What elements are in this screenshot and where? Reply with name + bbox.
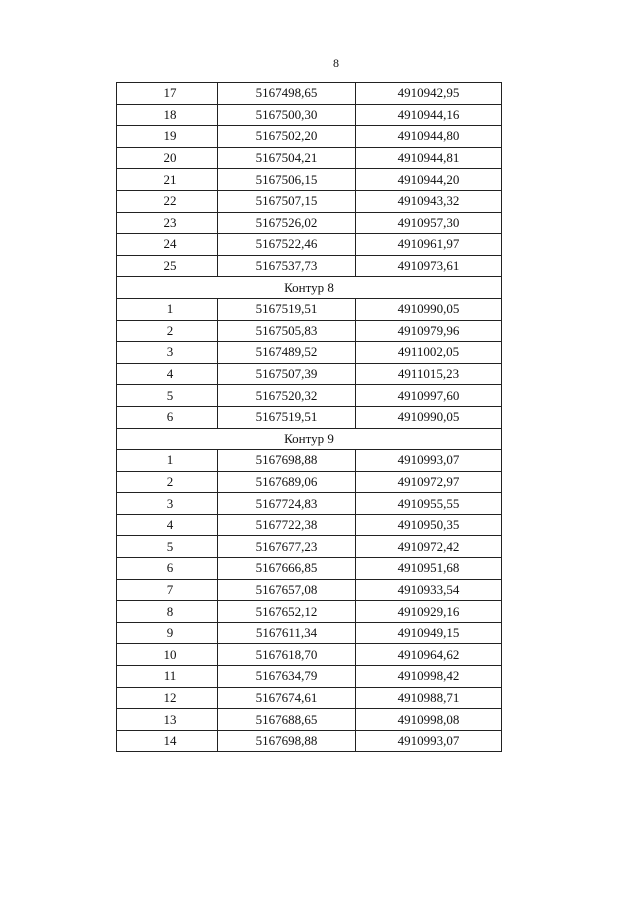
point-number-cell: 4 — [117, 363, 218, 385]
table-row — [117, 147, 502, 169]
x-coordinate-cell: 5167537,73 — [218, 255, 356, 277]
point-number-cell: 23 — [117, 212, 218, 234]
x-coordinate-cell: 5167507,15 — [218, 190, 356, 212]
x-coordinate-cell: 5167698,88 — [218, 450, 356, 472]
table-row — [117, 730, 502, 752]
x-coordinate-cell: 5167520,32 — [218, 385, 356, 407]
point-number-cell: 7 — [117, 579, 218, 601]
table-row — [117, 666, 502, 688]
point-number-cell: 4 — [117, 514, 218, 536]
y-coordinate-cell: 4910988,71 — [356, 687, 502, 709]
table-row — [117, 255, 502, 277]
x-coordinate-cell: 5167611,34 — [218, 622, 356, 644]
table-row — [117, 709, 502, 731]
y-coordinate-cell: 4910951,68 — [356, 558, 502, 580]
table-row — [117, 558, 502, 580]
point-number-cell: 22 — [117, 190, 218, 212]
y-coordinate-cell: 4910933,54 — [356, 579, 502, 601]
x-coordinate-cell: 5167498,65 — [218, 83, 356, 105]
point-number-cell: 20 — [117, 147, 218, 169]
table-row — [117, 644, 502, 666]
y-coordinate-cell: 4910944,80 — [356, 126, 502, 148]
x-coordinate-cell: 5167526,02 — [218, 212, 356, 234]
point-number-cell: 2 — [117, 320, 218, 342]
table-row — [117, 601, 502, 623]
x-coordinate-cell: 5167724,83 — [218, 493, 356, 515]
x-coordinate-cell: 5167722,38 — [218, 514, 356, 536]
point-number-cell: 1 — [117, 450, 218, 472]
y-coordinate-cell: 4910943,32 — [356, 190, 502, 212]
section-heading-row — [117, 277, 502, 299]
table-row — [117, 212, 502, 234]
y-coordinate-cell: 4910942,95 — [356, 83, 502, 105]
coordinates-table-body — [117, 83, 502, 752]
table-row — [117, 450, 502, 472]
x-coordinate-cell: 5167634,79 — [218, 666, 356, 688]
table-row — [117, 471, 502, 493]
x-coordinate-cell: 5167652,12 — [218, 601, 356, 623]
point-number-cell: 6 — [117, 558, 218, 580]
x-coordinate-cell: 5167522,46 — [218, 234, 356, 256]
point-number-cell: 6 — [117, 406, 218, 428]
point-number-cell: 3 — [117, 342, 218, 364]
table-row — [117, 385, 502, 407]
section-heading: Контур 8 — [117, 277, 502, 299]
table-row — [117, 536, 502, 558]
y-coordinate-cell: 4910998,08 — [356, 709, 502, 731]
table-row — [117, 190, 502, 212]
y-coordinate-cell: 4910957,30 — [356, 212, 502, 234]
coordinates-table — [116, 82, 502, 752]
point-number-cell: 3 — [117, 493, 218, 515]
point-number-cell: 17 — [117, 83, 218, 105]
y-coordinate-cell: 4910993,07 — [356, 730, 502, 752]
y-coordinate-cell: 4910973,61 — [356, 255, 502, 277]
point-number-cell: 14 — [117, 730, 218, 752]
point-number-cell: 13 — [117, 709, 218, 731]
table-row — [117, 126, 502, 148]
table-row — [117, 320, 502, 342]
point-number-cell: 5 — [117, 385, 218, 407]
point-number-cell: 18 — [117, 104, 218, 126]
x-coordinate-cell: 5167519,51 — [218, 406, 356, 428]
table-row — [117, 298, 502, 320]
point-number-cell: 24 — [117, 234, 218, 256]
section-heading: Контур 9 — [117, 428, 502, 450]
x-coordinate-cell: 5167507,39 — [218, 363, 356, 385]
table-row — [117, 579, 502, 601]
y-coordinate-cell: 4910944,20 — [356, 169, 502, 191]
table-row — [117, 406, 502, 428]
point-number-cell: 19 — [117, 126, 218, 148]
x-coordinate-cell: 5167698,88 — [218, 730, 356, 752]
table-row — [117, 169, 502, 191]
y-coordinate-cell: 4910964,62 — [356, 644, 502, 666]
table-row — [117, 363, 502, 385]
x-coordinate-cell: 5167677,23 — [218, 536, 356, 558]
table-row — [117, 493, 502, 515]
y-coordinate-cell: 4910979,96 — [356, 320, 502, 342]
x-coordinate-cell: 5167688,65 — [218, 709, 356, 731]
x-coordinate-cell: 5167657,08 — [218, 579, 356, 601]
x-coordinate-cell: 5167674,61 — [218, 687, 356, 709]
table-row — [117, 514, 502, 536]
table-row — [117, 104, 502, 126]
y-coordinate-cell: 4910993,07 — [356, 450, 502, 472]
table-row — [117, 622, 502, 644]
table-row — [117, 687, 502, 709]
table-row — [117, 342, 502, 364]
y-coordinate-cell: 4910950,35 — [356, 514, 502, 536]
page-number: 8 — [333, 56, 339, 70]
y-coordinate-cell: 4910929,16 — [356, 601, 502, 623]
x-coordinate-cell: 5167618,70 — [218, 644, 356, 666]
table-row — [117, 234, 502, 256]
y-coordinate-cell: 4910961,97 — [356, 234, 502, 256]
x-coordinate-cell: 5167504,21 — [218, 147, 356, 169]
y-coordinate-cell: 4910990,05 — [356, 298, 502, 320]
x-coordinate-cell: 5167506,15 — [218, 169, 356, 191]
section-heading-row — [117, 428, 502, 450]
table-row — [117, 83, 502, 105]
x-coordinate-cell: 5167666,85 — [218, 558, 356, 580]
y-coordinate-cell: 4910949,15 — [356, 622, 502, 644]
point-number-cell: 25 — [117, 255, 218, 277]
y-coordinate-cell: 4911015,23 — [356, 363, 502, 385]
y-coordinate-cell: 4910990,05 — [356, 406, 502, 428]
y-coordinate-cell: 4910972,42 — [356, 536, 502, 558]
x-coordinate-cell: 5167689,06 — [218, 471, 356, 493]
y-coordinate-cell: 4910944,16 — [356, 104, 502, 126]
y-coordinate-cell: 4911002,05 — [356, 342, 502, 364]
x-coordinate-cell: 5167502,20 — [218, 126, 356, 148]
point-number-cell: 10 — [117, 644, 218, 666]
y-coordinate-cell: 4910972,97 — [356, 471, 502, 493]
y-coordinate-cell: 4910955,55 — [356, 493, 502, 515]
point-number-cell: 8 — [117, 601, 218, 623]
point-number-cell: 12 — [117, 687, 218, 709]
point-number-cell: 2 — [117, 471, 218, 493]
point-number-cell: 21 — [117, 169, 218, 191]
point-number-cell: 5 — [117, 536, 218, 558]
point-number-cell: 11 — [117, 666, 218, 688]
point-number-cell: 9 — [117, 622, 218, 644]
y-coordinate-cell: 4910998,42 — [356, 666, 502, 688]
x-coordinate-cell: 5167519,51 — [218, 298, 356, 320]
x-coordinate-cell: 5167500,30 — [218, 104, 356, 126]
x-coordinate-cell: 5167489,52 — [218, 342, 356, 364]
x-coordinate-cell: 5167505,83 — [218, 320, 356, 342]
point-number-cell: 1 — [117, 298, 218, 320]
y-coordinate-cell: 4910944,81 — [356, 147, 502, 169]
y-coordinate-cell: 4910997,60 — [356, 385, 502, 407]
